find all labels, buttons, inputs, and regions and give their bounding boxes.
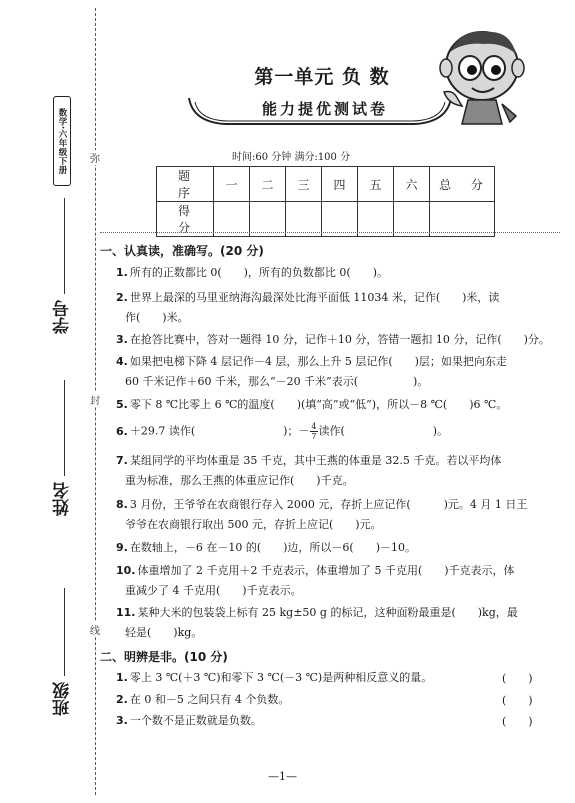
student-name-line [64, 380, 65, 476]
question-1-4 [116, 354, 556, 369]
student-number-field[interactable] [46, 198, 76, 358]
score-cell: 三 [286, 167, 322, 202]
question-text: 一个数不是正数就是负数。 [129, 714, 262, 727]
question-1-1 [116, 265, 556, 280]
grade-tag: 数学·六年级下册 [53, 96, 71, 186]
question-1-7 [116, 453, 556, 468]
question-number: 3. [116, 714, 128, 727]
question-number: 3. [116, 333, 128, 346]
question-1-9 [116, 540, 556, 555]
question-number: 9. [116, 541, 128, 554]
score-cell: 四 [322, 167, 358, 202]
score-cell: 二 [250, 167, 286, 202]
question-text: 零下 8 ℃比零上 6 ℃的温度( )(填“高”或“低”)，所以－8 ℃( )6 ℃。 [129, 398, 508, 411]
student-number-line [64, 198, 65, 294]
score-table [156, 166, 495, 237]
question-1-7-cont: 重为标准，那么王燕的体重应记作( )千克。 [125, 474, 354, 487]
question-number: 7. [116, 454, 128, 467]
question-number: 10. [116, 564, 136, 577]
score-cell: 一 [214, 167, 250, 202]
question-number: 5. [116, 398, 128, 411]
question-1-11-cont: 轻是( )kg。 [125, 626, 203, 639]
student-number-label: 学号 [53, 300, 73, 334]
question-number: 1. [116, 266, 128, 279]
question-text: 体重增加了 2 千克用＋2 千克表示，体重增加了 5 千克用( )千克表示，体 [137, 564, 515, 577]
section-1-heading: 一、认真读，准确写。(20 分) [100, 244, 264, 258]
class-label: 班级 [53, 682, 73, 716]
class-line [64, 588, 65, 676]
question-1-8-cont: 爷爷在农商银行取出 500 元，存折上应记( )元。 [125, 518, 382, 531]
question-text-after: 读作( )。 [318, 424, 449, 438]
question-1-6 [116, 422, 556, 441]
question-1-11 [116, 605, 556, 620]
unit-title: 第一单元 负 数 [254, 66, 390, 88]
question-text: 在 0 和－5 之间只有 4 个负数。 [129, 693, 290, 706]
question-1-3 [116, 332, 556, 347]
question-1-10 [116, 563, 556, 578]
section-2-heading: 二、明辨是非。(10 分) [100, 650, 228, 664]
fraction-numerator: 4 [311, 422, 317, 431]
question-number: 1. [116, 671, 128, 684]
score-cell: 六 [394, 167, 430, 202]
question-text: 在数轴上，－6 在－10 的( )边，所以－6( )－10。 [129, 541, 416, 554]
fraction [310, 422, 317, 441]
question-number: 6. [116, 424, 128, 438]
question-1-2-cont: 作( )米。 [125, 311, 189, 324]
student-name-label: 姓名 [53, 482, 73, 516]
student-name-field[interactable] [46, 380, 76, 540]
seal-char-3: 线 [88, 622, 102, 637]
question-text: 某种大米的包装袋上标有 25 kg±50 g 的标记，这种面粉最重是( )kg，最 [137, 606, 518, 619]
score-cell: 总 分 [430, 167, 495, 202]
question-1-4-cont: 60 千米记作＋60 千米，那么“－20 千米”表示( )。 [125, 375, 429, 388]
answer-paren[interactable]: ( ) [502, 672, 533, 685]
fraction-denominator: 7 [311, 432, 317, 441]
question-1-8 [116, 497, 556, 512]
question-2-3 [116, 713, 556, 728]
question-text: 某组同学的平均体重是 35 千克，其中王燕的体重是 32.5 千克。若以平均体 [129, 454, 502, 467]
seal-char-2: 封 [88, 392, 102, 407]
score-table-header-row [157, 167, 495, 202]
question-number: 8. [116, 498, 128, 511]
question-text-before: ＋29.7 读作( )；－ [129, 424, 310, 438]
question-1-5 [116, 397, 556, 412]
question-text: 3 月份，王爷爷在农商银行存入 2000 元，存折上应记作( )元。4 月 1 日王 [129, 498, 528, 511]
score-cell: 题 序 [157, 167, 214, 202]
question-1-10-cont: 重减少了 4 千克用( )千克表示。 [125, 584, 302, 597]
mascot-illustration [432, 24, 542, 134]
question-number: 4. [116, 355, 128, 368]
exam-time-info: 时间:60 分钟 满分:100 分 [232, 152, 351, 163]
answer-paren[interactable]: ( ) [502, 694, 533, 707]
test-subtitle: 能力提优测试卷 [261, 100, 388, 118]
score-row-label: 得 分 [157, 202, 214, 237]
question-text: 如果把电梯下降 4 层记作－4 层，那么上升 5 层记作( )层；如果把向东走 [129, 355, 507, 368]
answer-paren[interactable]: ( ) [502, 715, 533, 728]
seal-char-1: 弥 [88, 150, 102, 165]
question-text: 零上 3 ℃(＋3 ℃)和零下 3 ℃(－3 ℃)是两种相反意义的量。 [129, 671, 433, 684]
question-2-2 [116, 692, 556, 707]
page-number: —1— [268, 770, 297, 783]
class-field[interactable] [46, 588, 76, 728]
question-number: 2. [116, 693, 128, 706]
question-1-2 [116, 290, 556, 305]
question-2-1 [116, 670, 556, 685]
question-number: 11. [116, 606, 136, 619]
question-number: 2. [116, 291, 128, 304]
question-text: 世界上最深的马里亚纳海沟最深处比海平面低 11034 米，记作( )米，读 [129, 291, 500, 304]
score-cell: 五 [358, 167, 394, 202]
divider-line [100, 232, 560, 233]
question-text: 在抢答比赛中，答对一题得 10 分，记作＋10 分，答错一题扣 10 分，记作( )分。 [129, 333, 550, 346]
question-text: 所有的正数都比 0( )，所有的负数都比 0( )。 [129, 266, 388, 279]
